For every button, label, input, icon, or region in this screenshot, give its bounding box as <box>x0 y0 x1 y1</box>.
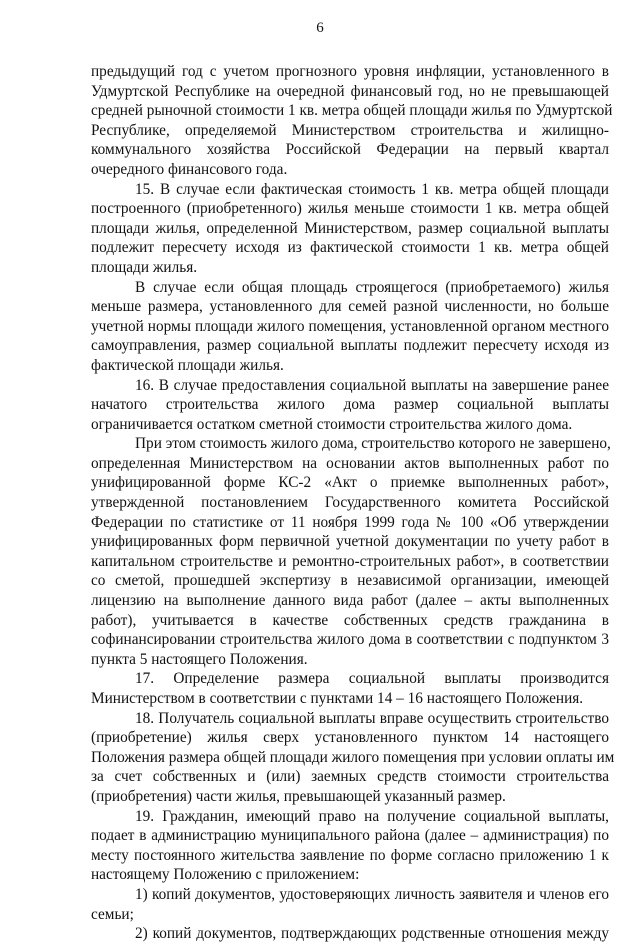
text-line: (приобретение) жилья сверх установленного пунктом 14 настоящего <box>91 729 609 747</box>
text-line: утвержденной постановлением Государственного комитета Российской <box>91 494 609 512</box>
text-line: предыдущий год с учетом прогнозного уровня инфляции, установленного в <box>91 63 609 80</box>
text-line: капитальном строительстве и ремонтно-строительных работ», в соответствии <box>91 552 609 570</box>
text-line: лицензию на выполнение данного вида работ (далее – акты выполненных <box>91 592 609 610</box>
text-line: 19. Гражданин, имеющий право на получение социальной выплаты, <box>135 807 609 825</box>
text-line: месту постоянного жительства заявление по форме согласно приложению 1 к <box>91 846 609 864</box>
text-line: работ), учитывается в качестве собственных средств гражданина в <box>91 611 609 629</box>
text-line: определенная Министерством на основании актов выполненных работ по <box>91 454 609 472</box>
text-line: Республике, определяемой Министерством строительства и жилищно- <box>91 121 609 139</box>
text-line: 18. Получатель социальной выплаты вправе осуществить строительство <box>135 709 609 727</box>
text-line: (приобретения) части жилья, превышающей указанный размер. <box>91 787 506 805</box>
text-line: 15. В случае если фактическая стоимость 1 кв. метра общей площади <box>135 180 609 198</box>
text-line: подлежит пересчету исходя из фактической стоимости 1 кв. метра общей <box>91 239 609 257</box>
text-line: самоуправления, размер социальной выплаты подлежит пересчету исходя из <box>91 337 609 355</box>
text-line: При этом стоимость жилого дома, строительство которого не завершено, <box>135 435 611 453</box>
text-line: унифицированной форме КС-2 «Акт о приемке выполненных работ», <box>91 474 609 492</box>
text-line: фактической площади жилья. <box>91 356 284 374</box>
text-line: пункта 5 настоящего Положения. <box>91 650 308 668</box>
text-line: коммунального хозяйства Российской Федерации на первый квартал <box>91 141 609 159</box>
document-body <box>91 62 615 944</box>
text-line: Положения размера общей площади жилого помещения при условии оплаты им <box>91 748 615 766</box>
text-line: учетной нормы площади жилого помещения, установленной органом местного <box>91 317 609 335</box>
text-line: Федерации по статистике от 11 ноября 1999 года № 100 «Об утверждении <box>91 513 609 531</box>
text-line: очередного финансового года. <box>91 160 288 178</box>
page-number: 6 <box>316 20 324 36</box>
text-line: софинансировании строительства жилого дома в соответствии с подпунктом 3 <box>91 631 609 649</box>
text-line: В случае если общая площадь строящегося (приобретаемого) жилья <box>135 278 609 296</box>
text-line: меньше размера, установленного для семей разной численности, но больше <box>91 298 609 316</box>
text-line: Удмуртской Республике на очередной финансовый год, но не превышающей <box>91 82 609 100</box>
text-line: семьи; <box>91 905 134 923</box>
text-line: Министерством в соответствии с пунктами 14 – 16 настоящего Положения. <box>91 690 584 707</box>
text-line: за счет собственных и (или) заемных средств стоимости строительства <box>91 768 609 786</box>
text-line: площади жилья. <box>91 258 198 276</box>
text-line: настоящему Положению с приложением: <box>91 866 360 884</box>
text-line: унифицированных форм первичной учетной документации по учету работ в <box>91 533 609 551</box>
text-line: со сметой, прошедшей экспертизу в независимой организации, имеющей <box>91 572 609 590</box>
text-line: построенного (приобретенного) жилья меньше стоимости 1 кв. метра общей <box>91 200 609 218</box>
text-line: начатого строительства жилого дома размер социальной выплаты <box>91 396 609 414</box>
text-line: подает в администрацию муниципального района (далее – администрация) по <box>91 827 609 845</box>
text-line: 16. В случае предоставления социальной выплаты на завершение ранее <box>135 376 609 394</box>
text-line: средней рыночной стоимости 1 кв. метра общей площади жилья по Удмуртской <box>91 102 613 120</box>
text-line: 1) копий документов, удостоверяющих личность заявителя и членов его <box>135 885 609 903</box>
text-line: 2) копий документов, подтверждающих родственные отношения между <box>135 925 609 943</box>
text-line: ограничивается остатком сметной стоимости строительства жилого дома. <box>91 415 573 433</box>
text-line: площади жилья, определенной Министерством, размер социальной выплаты <box>91 219 609 237</box>
text-line: 17. Определение размера социальной выплаты производится <box>135 670 609 688</box>
